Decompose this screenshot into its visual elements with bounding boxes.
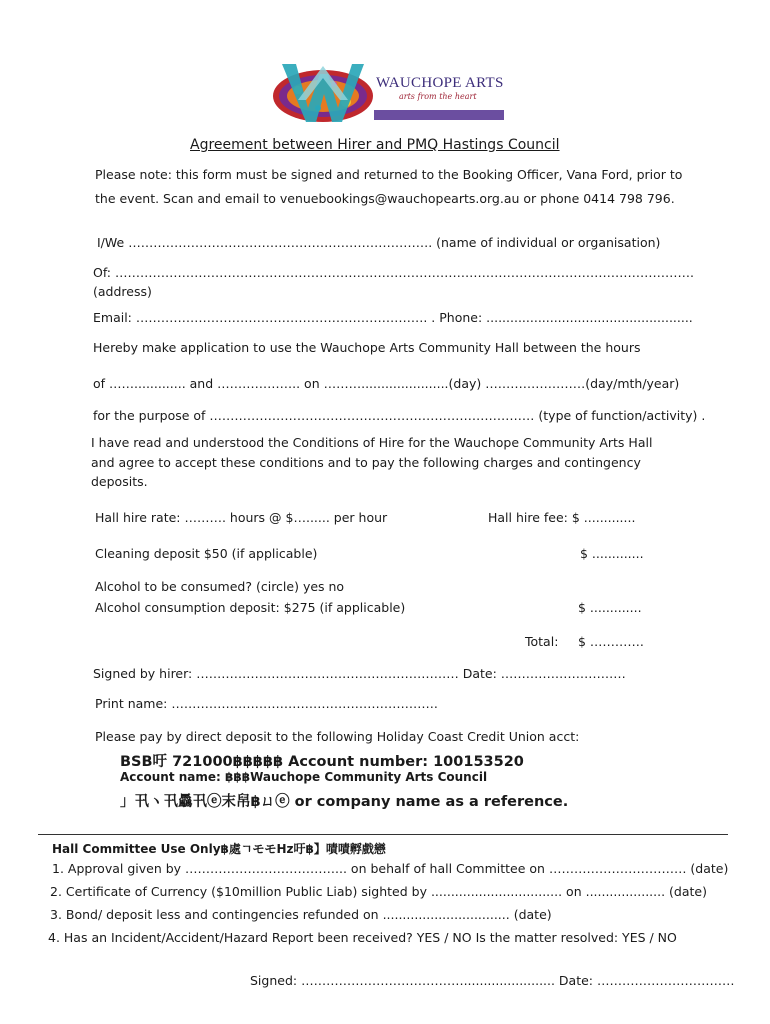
hirer-address-field[interactable]: Of: …………………………………………………………………………………………………………………………. (93, 265, 694, 280)
alcohol-deposit-label: Alcohol consumption deposit: $275 (if applicable) (95, 600, 406, 615)
wauchope-arts-logo (268, 60, 508, 126)
hours-date-field[interactable]: of ……............. and ……………….. on ………......................(day) ……………………(day/mth/year) (93, 376, 680, 391)
hire-rate-field[interactable]: Hall hire rate: ………. hours @ $…...... per hour (95, 510, 388, 525)
note-line-1: Please note: this form must be signed and returned to the Booking Officer, Vana Ford, prior to (95, 167, 683, 182)
payment-instructions: Please pay by direct deposit to the following Holiday Coast Credit Union acct: (95, 729, 580, 744)
brand-bar (374, 110, 504, 120)
committee-item-bond[interactable]: 3. Bond/ deposit less and contingencies refunded on ................................ (date) (50, 907, 552, 922)
hirer-name-field[interactable]: I/We ………………………………………………………………. (name of individual or organisation) (97, 235, 661, 250)
conditions-line-1: I have read and understood the Conditions of Hire for the Wauchope Community Arts Hall (91, 435, 653, 450)
alcohol-deposit-amount[interactable]: $ ............. (578, 600, 642, 615)
note-line-2: the event. Scan and email to venuebookings@wauchopearts.org.au or phone 0414 798 796. (95, 191, 675, 206)
bsb-account-number: BSB吁 721000฿฿฿฿฿ Account number: 100153520 (120, 754, 524, 770)
conditions-line-3: deposits. (91, 474, 148, 489)
committee-item-certificate[interactable]: 2. Certificate of Currency ($10million Public Liab) sighted by ................................. on .................... (date) (50, 884, 707, 899)
committee-item-incident[interactable]: 4. Has an Incident/Accident/Hazard Report been received? YES / NO Is the matter resolved: YES / NO (48, 930, 677, 945)
alcohol-question[interactable]: Alcohol to be consumed? (circle) yes no (95, 579, 345, 594)
purpose-field[interactable]: for the purpose of …………………………………………………………………… (type of function/activity) . (93, 408, 706, 423)
conditions-line-2: and agree to accept these conditions and to pay the following charges and contingency (91, 455, 641, 470)
print-name-field[interactable]: Print name: ………………………………………………………. (95, 696, 438, 711)
cleaning-deposit-amount[interactable]: $ ............. (580, 546, 644, 561)
address-label: (address) (93, 284, 152, 299)
hire-fee-field[interactable]: Hall hire fee: $ ............. (488, 510, 636, 525)
total-label: Total: (525, 634, 559, 649)
total-amount[interactable]: $ …………. (578, 634, 644, 649)
hirer-signature-field[interactable]: Signed by hirer: ……………………………………………………… Date: ………………………… (93, 666, 626, 681)
cleaning-deposit-label: Cleaning deposit $50 (if applicable) (95, 546, 318, 561)
brand-name: WAUCHOPE ARTS (376, 75, 504, 91)
wa-monogram-icon (268, 60, 374, 126)
committee-header: Hall Committee Use Only฿處ㄱモモHz吁฿】嘖嘖孵戲戀 (52, 842, 386, 856)
email-phone-field[interactable]: Email: ……………………………………………………………. . Phone: .................................................... (93, 310, 693, 325)
committee-item-approval[interactable]: 1. Approval given by ………………………………... on behalf of hall Committee on …………………………… (date) (52, 861, 729, 876)
brand-tagline: arts from the heart (399, 92, 477, 101)
application-text: Hereby make application to use the Wauchope Arts Community Hall between the hours (93, 340, 641, 355)
document-title: Agreement between Hirer and PMQ Hastings Council (190, 137, 560, 153)
committee-signature-field[interactable]: Signed: …………………………………....................... Date: …………………………… (250, 973, 735, 988)
payment-reference: 」卂ヽ卂驫卂ⓔ末帠฿ㄩⓔ or company name as a reference. (120, 794, 569, 810)
account-name: Account name: ฿฿฿Wauchope Community Arts Council (120, 770, 488, 784)
section-divider (38, 834, 728, 835)
